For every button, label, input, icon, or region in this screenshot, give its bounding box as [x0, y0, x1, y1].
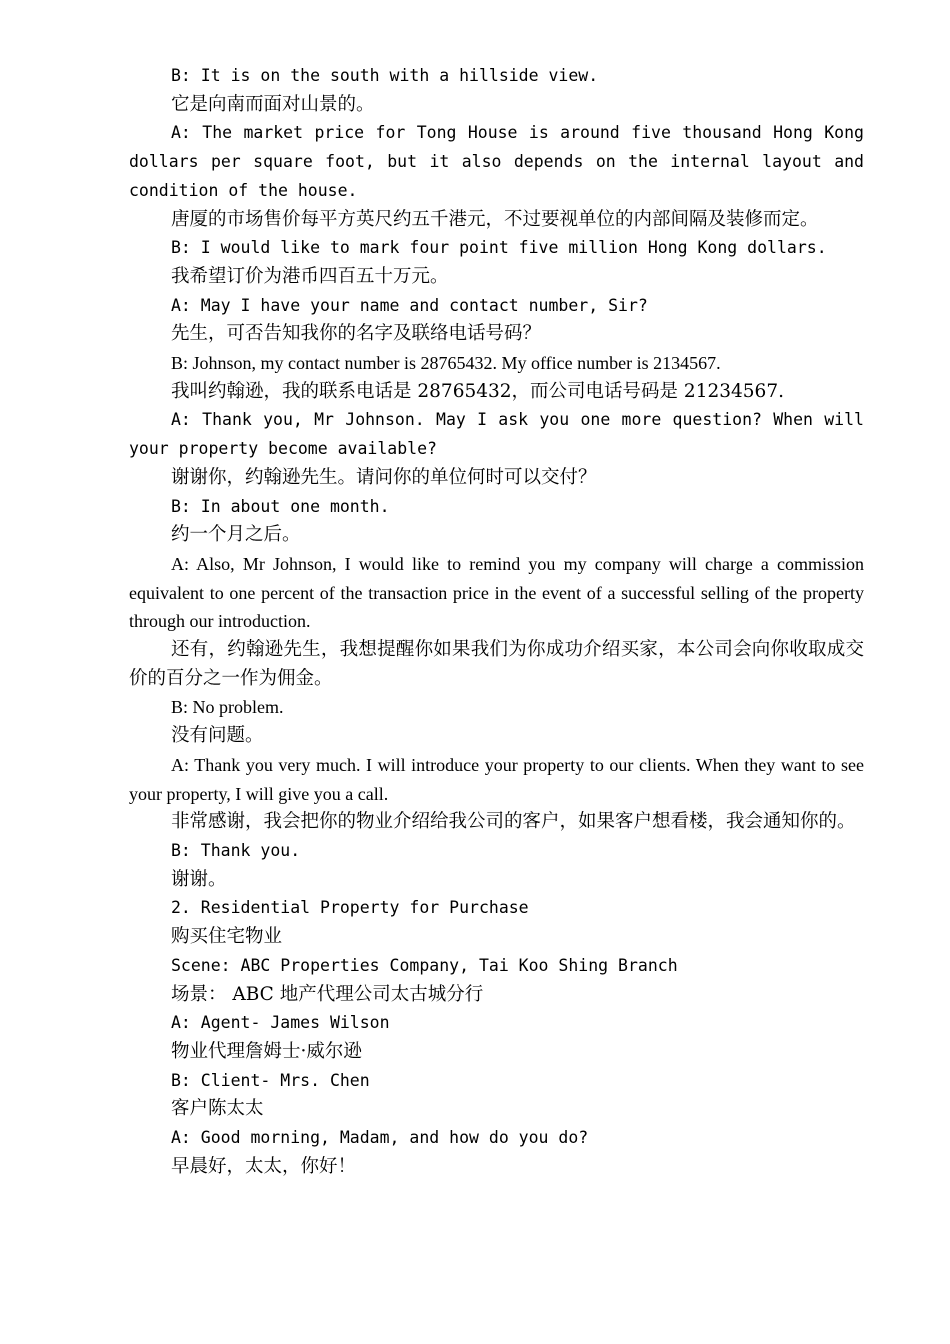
- translation-line: 谢谢。: [171, 868, 227, 890]
- dialogue-line: B: Thank you.: [171, 840, 301, 860]
- dialogue-line: B: I would like to mark four point five million Hong Kong dollars.: [171, 238, 827, 258]
- section-heading-translation: 购买住宅物业: [171, 926, 283, 948]
- document-page: [129, 62, 864, 1181]
- translation-line: 我希望订价为港币四百五十万元。: [171, 265, 449, 287]
- dialogue-line: A: May I have your name and contact number, Sir?: [171, 295, 648, 315]
- section-heading: 2. Residential Property for Purchase: [171, 898, 529, 918]
- dialogue-line: B: No problem.: [171, 697, 284, 718]
- translation-line: 还有，约翰逊先生，我想提醒你如果我们为你成功介绍买家，本公司会向你收取成交价的百分之一作为佣金。: [129, 639, 864, 689]
- translation-line: 早晨好，太太，你好！: [171, 1155, 357, 1177]
- translation-line: 唐厦的市场售价每平方英尺约五千港元，不过要视单位的内部间隔及装修而定。: [171, 208, 819, 230]
- dialogue-line: B: In about one month.: [171, 496, 390, 516]
- dialogue-line: B: Johnson, my contact number is 28765432. My office number is 2134567.: [171, 353, 721, 374]
- translation-line: 我叫约翰逊，我的联系电话是 28765432，而公司电话号码是 21234567.: [171, 380, 784, 402]
- scene-line: Scene: ABC Properties Company, Tai Koo Shing Branch: [171, 955, 678, 975]
- role-translation: 物业代理詹姆士·威尔逊: [171, 1040, 362, 1062]
- dialogue-line: A: Thank you, Mr Johnson. May I ask you one more question? When will your property become available?: [129, 410, 864, 459]
- dialogue-line: A: Thank you very much. I will introduce your property to our clients. When they want to see your property, I will give you a call.: [129, 754, 864, 804]
- dialogue-line: A: Good morning, Madam, and how do you do?: [171, 1128, 589, 1148]
- translation-line: 它是向南而面对山景的。: [171, 93, 375, 115]
- role-translation: 客户陈太太: [171, 1098, 264, 1120]
- translation-line: 没有问题。: [171, 725, 264, 747]
- translation-line: 非常感谢，我会把你的物业介绍给我公司的客户，如果客户想看楼，我会通知你的。: [171, 811, 856, 833]
- dialogue-line: B: It is on the south with a hillside view.: [171, 66, 599, 85]
- translation-line: 先生，可否告知我你的名字及联络电话号码？: [171, 323, 542, 345]
- dialogue-line: A: The market price for Tong House is around five thousand Hong Kong dollars per square foot, but it also depends on the internal layout and condition of the house.: [129, 123, 864, 200]
- scene-translation: 场景： ABC 地产代理公司太古城分行: [171, 983, 484, 1005]
- role-line: A: Agent- James Wilson: [171, 1013, 390, 1033]
- translation-line: 约一个月之后。: [171, 524, 301, 546]
- role-line: B: Client- Mrs. Chen: [171, 1070, 370, 1090]
- translation-line: 谢谢你，约翰逊先生。请问你的单位何时可以交付？: [171, 466, 597, 488]
- dialogue-line: A: Also, Mr Johnson, I would like to remind you my company will charge a commission equivalent to one percent of the transaction price in the event of a successful selling of the property through our introduction.: [129, 553, 864, 632]
